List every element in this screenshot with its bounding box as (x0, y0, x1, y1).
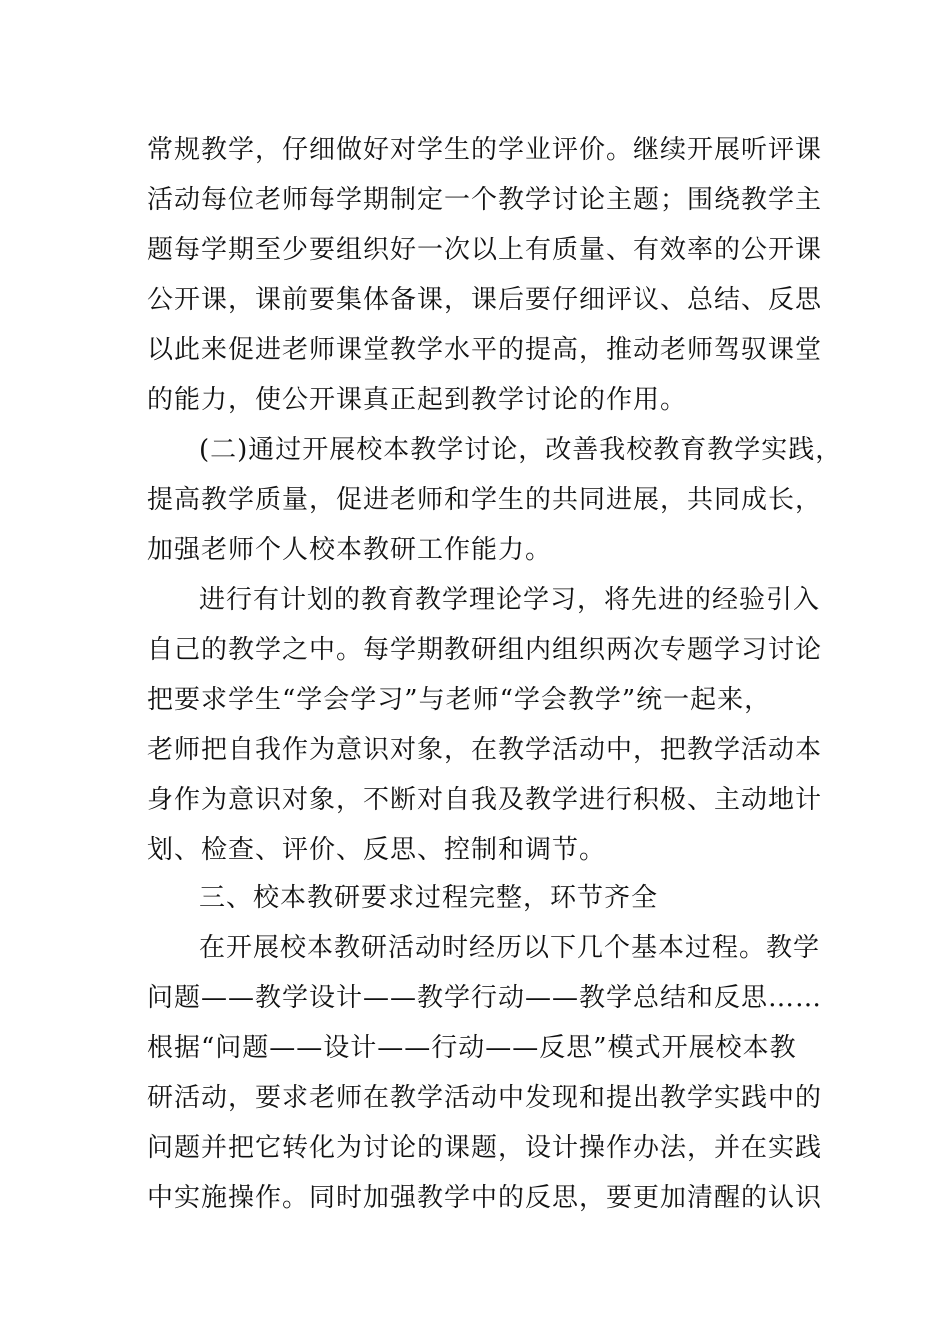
text-line: 划、检查、评价、反思、控制和调节。 (147, 835, 607, 865)
text-line: 研活动，要求老师在教学活动中发现和提出教学实践中的 (147, 1083, 823, 1113)
text-line: 问题——教学设计——教学行动——教学总结和反思…… (147, 983, 823, 1013)
text-line: 老师把自我作为意识对象，在教学活动中，把教学活动本 (147, 735, 823, 765)
paragraph-first-line: 在开展校本教研活动时经历以下几个基本过程。教学 (199, 933, 821, 963)
paragraph-first-line: 进行有计划的教育教学理论学习，将先进的经验引入 (199, 585, 821, 615)
text-line: 公开课，课前要集体备课，课后要仔细评议、总结、反思 (147, 285, 823, 315)
paragraph-heading: (二)通过开展校本教学讨论，改善我校教育教学实践， (199, 435, 843, 465)
text-line: 活动每位老师每学期制定一个教学讨论主题；围绕教学主 (147, 185, 823, 215)
text-line: 中实施操作。同时加强教学中的反思，要更加清醒的认识 (147, 1183, 823, 1213)
text-line: 身作为意识对象，不断对自我及教学进行积极、主动地计 (147, 785, 823, 815)
section-heading: 三、校本教研要求过程完整，环节齐全 (199, 883, 659, 913)
text-line: 加强老师个人校本教研工作能力。 (147, 535, 553, 565)
text-line: 提高教学质量，促进老师和学生的共同进展，共同成长， (147, 485, 823, 515)
text-line: 以此来促进老师课堂教学水平的提高，推动老师驾驭课堂 (147, 335, 823, 365)
text-line: 问题并把它转化为讨论的课题，设计操作办法，并在实践 (147, 1133, 823, 1163)
text-line: 自己的教学之中。每学期教研组内组织两次专题学习讨论 (147, 635, 823, 665)
text-line: 的能力，使公开课真正起到教学讨论的作用。 (147, 385, 688, 415)
text-line: 题每学期至少要组织好一次以上有质量、有效率的公开课 (147, 235, 823, 265)
text-line: 常规教学，仔细做好对学生的学业评价。继续开展听评课 (147, 135, 823, 165)
text-line: 根据“问题——设计——行动——反思”模式开展校本教 (147, 1033, 797, 1063)
text-line: 把要求学生“学会学习”与老师“学会教学”统一起来， (147, 685, 772, 715)
